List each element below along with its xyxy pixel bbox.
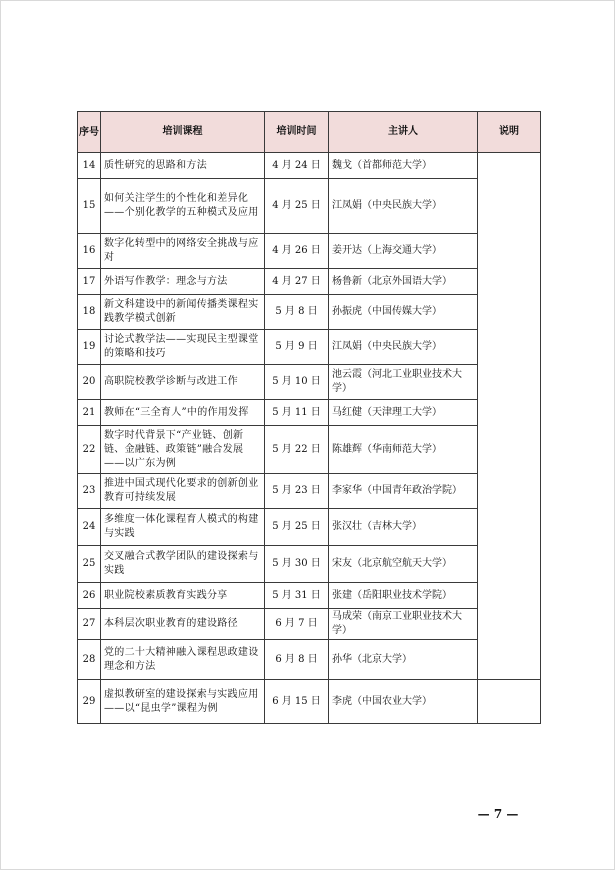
row-time: 6 月 15 日 (265, 680, 329, 724)
header-note: 说明 (478, 112, 541, 153)
row-time: 5 月 9 日 (265, 330, 329, 365)
row-course: 交叉融合式教学团队的建设探索与实践 (101, 546, 265, 583)
table-row (78, 474, 541, 509)
row-num: 14 (78, 153, 101, 179)
table-row (78, 179, 541, 234)
header-course: 培训课程 (101, 112, 265, 153)
row-course: 高职院校教学诊断与改进工作 (101, 365, 265, 400)
table-row (78, 609, 541, 640)
row-num: 28 (78, 640, 101, 680)
table-row (78, 400, 541, 426)
row-course: 质性研究的思路和方法 (101, 153, 265, 179)
table-row (78, 330, 541, 365)
row-course: 职业院校素质教育实践分享 (101, 583, 265, 609)
row-course: 讨论式教学法——实现民主型课堂的策略和技巧 (101, 330, 265, 365)
row-num: 25 (78, 546, 101, 583)
table-row (78, 509, 541, 546)
row-course: 外语写作教学：理念与方法 (101, 269, 265, 295)
training-schedule-table (77, 111, 541, 724)
row-time: 5 月 31 日 (265, 583, 329, 609)
row-course: 如何关注学生的个性化和差异化——个别化教学的五种模式及应用 (101, 179, 265, 234)
row-course: 数字时代背景下“产业链、创新链、金融链、政策链”融合发展——以广东为例 (101, 426, 265, 474)
row-time: 4 月 25 日 (265, 179, 329, 234)
row-time: 4 月 24 日 (265, 153, 329, 179)
header-num: 序号 (78, 112, 101, 153)
row-speaker: 江凤娟（中央民族大学） (329, 179, 478, 234)
row-speaker: 马红健（天津理工大学） (329, 400, 478, 426)
row-num: 26 (78, 583, 101, 609)
row-speaker: 马成荣（南京工业职业技术大学） (329, 609, 478, 640)
row-num: 24 (78, 509, 101, 546)
row-time: 6 月 8 日 (265, 640, 329, 680)
table-row (78, 680, 541, 724)
row-time: 5 月 22 日 (265, 426, 329, 474)
header-speaker: 主讲人 (329, 112, 478, 153)
page-number: — 7 — (477, 807, 519, 821)
table-row (78, 583, 541, 609)
row-speaker: 江凤娟（中央民族大学） (329, 330, 478, 365)
table-row (78, 269, 541, 295)
row-time: 4 月 26 日 (265, 234, 329, 269)
row-speaker: 孙华（北京大学） (329, 640, 478, 680)
row-time: 5 月 30 日 (265, 546, 329, 583)
table-row (78, 295, 541, 330)
table-row (78, 640, 541, 680)
row-speaker: 李虎（中国农业大学） (329, 680, 478, 724)
row-course: 教师在“三全育人”中的作用发挥 (101, 400, 265, 426)
row-num: 16 (78, 234, 101, 269)
row-num: 29 (78, 680, 101, 724)
row-speaker: 宋友（北京航空航天大学） (329, 546, 478, 583)
row-time: 5 月 10 日 (265, 365, 329, 400)
row-num: 23 (78, 474, 101, 509)
row-time: 5 月 23 日 (265, 474, 329, 509)
table-header-row (78, 112, 541, 153)
table-row (78, 234, 541, 269)
row-course: 新文科建设中的新闻传播类课程实践教学模式创新 (101, 295, 265, 330)
row-course: 党的二十大精神融入课程思政建设理念和方法 (101, 640, 265, 680)
row-num: 18 (78, 295, 101, 330)
row-num: 21 (78, 400, 101, 426)
row-num: 17 (78, 269, 101, 295)
row-time: 5 月 11 日 (265, 400, 329, 426)
row-speaker: 杨鲁新（北京外国语大学） (329, 269, 478, 295)
row-speaker: 陈雄辉（华南师范大学） (329, 426, 478, 474)
row-speaker: 池云霞（河北工业职业技术大学） (329, 365, 478, 400)
row-course: 本科层次职业教育的建设路径 (101, 609, 265, 640)
row-speaker: 张汉壮（吉林大学） (329, 509, 478, 546)
row-speaker: 李家华（中国青年政治学院） (329, 474, 478, 509)
row-num: 27 (78, 609, 101, 640)
row-num: 19 (78, 330, 101, 365)
row-note (478, 680, 541, 724)
row-num: 22 (78, 426, 101, 474)
row-course: 多维度一体化课程育人模式的构建与实践 (101, 509, 265, 546)
row-course: 虚拟教研室的建设探索与实践应用——以“昆虫学”课程为例 (101, 680, 265, 724)
row-num: 15 (78, 179, 101, 234)
row-time: 5 月 25 日 (265, 509, 329, 546)
table-row (78, 153, 541, 179)
header-time: 培训时间 (265, 112, 329, 153)
row-course: 推进中国式现代化要求的创新创业教育可持续发展 (101, 474, 265, 509)
table-row (78, 546, 541, 583)
row-time: 4 月 27 日 (265, 269, 329, 295)
row-num: 20 (78, 365, 101, 400)
row-course: 数字化转型中的网络安全挑战与应对 (101, 234, 265, 269)
table-row (78, 365, 541, 400)
row-time: 5 月 8 日 (265, 295, 329, 330)
row-note-merged (478, 153, 541, 680)
row-speaker: 魏戈（首都师范大学） (329, 153, 478, 179)
row-speaker: 张建（岳阳职业技术学院） (329, 583, 478, 609)
row-time: 6 月 7 日 (265, 609, 329, 640)
row-speaker: 孙振虎（中国传媒大学） (329, 295, 478, 330)
table-row (78, 426, 541, 474)
row-speaker: 姜开达（上海交通大学） (329, 234, 478, 269)
